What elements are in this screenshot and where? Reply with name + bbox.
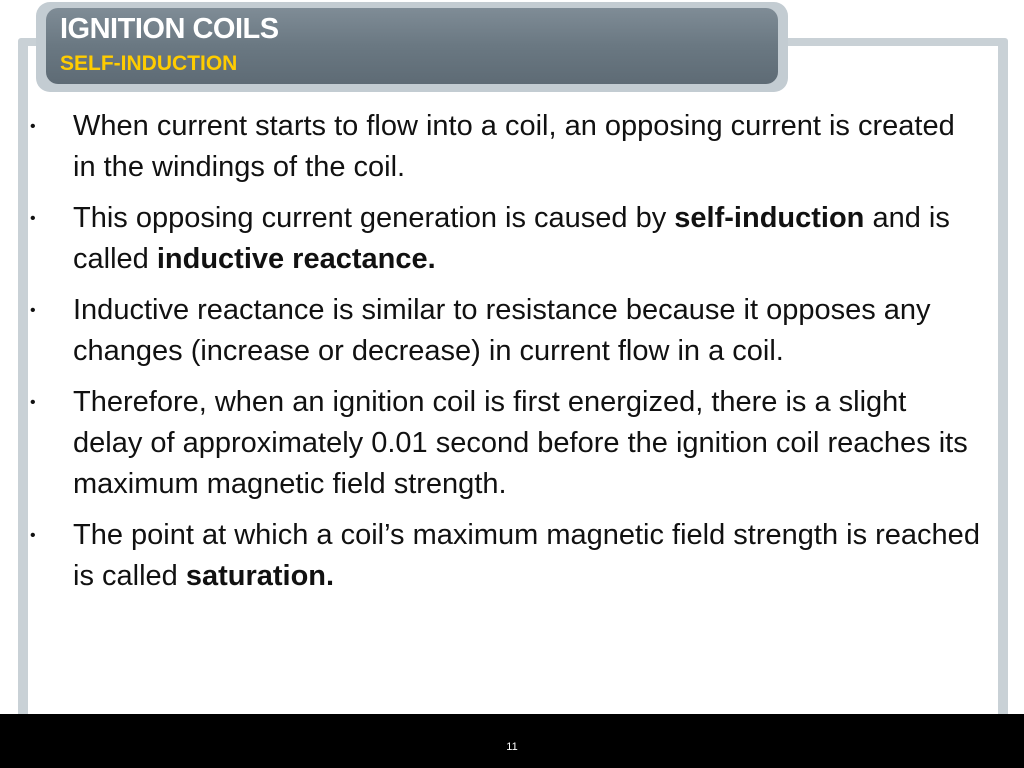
bullet-icon: • — [30, 118, 36, 135]
bullet-text-bold: inductive reactance. — [156, 243, 436, 275]
bullet-item — [30, 382, 980, 505]
bullet-text: Inductive reactance is similar to resistance because it opposes any changes (increase or decrease) in current flow in a coil. — [73, 294, 931, 367]
slide-title: IGNITION COILS — [60, 13, 279, 45]
bullet-text: and is called — [73, 202, 950, 275]
bullet-text: When current starts to flow into a coil, an opposing current is created in the windings of the coil. — [73, 110, 955, 183]
bullet-text-bold: saturation. — [185, 560, 335, 592]
bullet-list — [30, 106, 980, 607]
bullet-text: Therefore, when an ignition coil is first energized, there is a slight delay of approximately 0.01 second before the ignition coil reaches its maximum magnetic field strength. — [73, 386, 968, 500]
bullet-item — [30, 290, 980, 372]
slide-subtitle: SELF-INDUCTION — [60, 52, 238, 75]
bullet-text-bold: self-induction — [674, 202, 865, 234]
bullet-item — [30, 106, 980, 188]
bullet-icon: • — [30, 394, 36, 411]
bullet-item — [30, 198, 980, 280]
bullet-text: The point at which a coil’s maximum magnetic field strength is reached is called — [73, 519, 980, 592]
bullet-text: This opposing current generation is caused by — [73, 202, 675, 234]
bullet-icon: • — [30, 302, 36, 319]
bullet-icon: • — [30, 210, 36, 227]
slide-page-number: 11 — [506, 741, 518, 753]
bullet-item — [30, 515, 980, 597]
bullet-icon: • — [30, 527, 36, 544]
